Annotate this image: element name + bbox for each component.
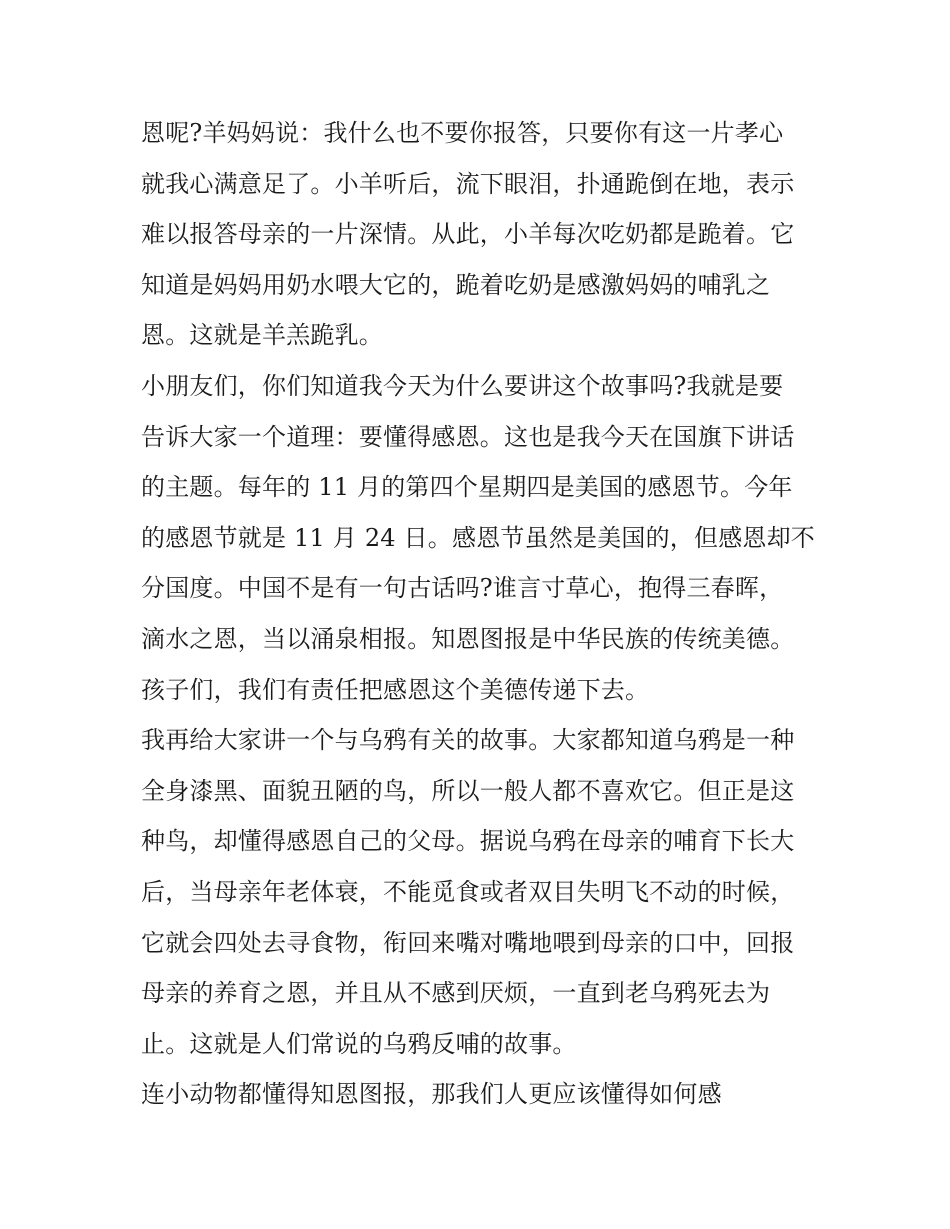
text-line: 它就会四处去寻食物，衔回来嘴对嘴地喂到母亲的口中，回报 [141,928,795,957]
text-line: 分国度。中国不是有一句古话吗?谁言寸草心，抱得三春晖， [141,574,784,603]
text-line: 恩呢?羊妈妈说：我什么也不要你报答，只要你有这一片孝心 [141,119,784,147]
text-line: 知道是妈妈用奶水喂大它的，跪着吃奶是感激妈妈的哺乳之 [141,270,771,299]
text-line: 告诉大家一个道理：要懂得感恩。这也是我今天在国旗下讲话 [141,422,795,451]
text-line: 恩。这就是羊羔跪乳。 [141,321,383,350]
text-line: 我再给大家讲一个与乌鸦有关的故事。大家都知道乌鸦是一种 [141,726,795,755]
text-line: 难以报答母亲的一片深情。从此，小羊每次吃奶都是跪着。它 [141,220,795,249]
text-line: 连小动物都懂得知恩图报，那我们人更应该懂得如何感 [141,1080,722,1109]
text-line: 全身漆黑、面貌丑陋的鸟，所以一般人都不喜欢它。但正是这 [141,776,795,805]
text-line: 种鸟，却懂得感恩自己的父母。据说乌鸦在母亲的哺育下长大 [141,827,795,856]
text-line: 止。这就是人们常说的乌鸦反哺的故事。 [141,1029,577,1058]
document-body-text [141,108,821,1120]
text-line: 后，当母亲年老体衰，不能觅食或者双目失明飞不动的时候， [141,877,795,906]
text-line: 孩子们，我们有责任把感恩这个美德传递下去。 [141,675,650,704]
text-line: 的主题。每年的 11 月的第四个星期四是美国的感恩节。今年 [141,473,793,502]
text-line: 的感恩节就是 11 月 24 日。感恩节虽然是美国的，但感恩却不 [141,523,815,552]
text-line: 小朋友们，你们知道我今天为什么要讲这个故事吗?我就是要 [141,371,784,400]
text-line: 就我心满意足了。小羊听后，流下眼泪，扑通跪倒在地，表示 [141,169,795,198]
text-line: 母亲的养育之恩，并且从不感到厌烦，一直到老乌鸦死去为 [141,979,771,1008]
text-line: 滴水之恩，当以涌泉相报。知恩图报是中华民族的传统美德。 [141,624,795,653]
